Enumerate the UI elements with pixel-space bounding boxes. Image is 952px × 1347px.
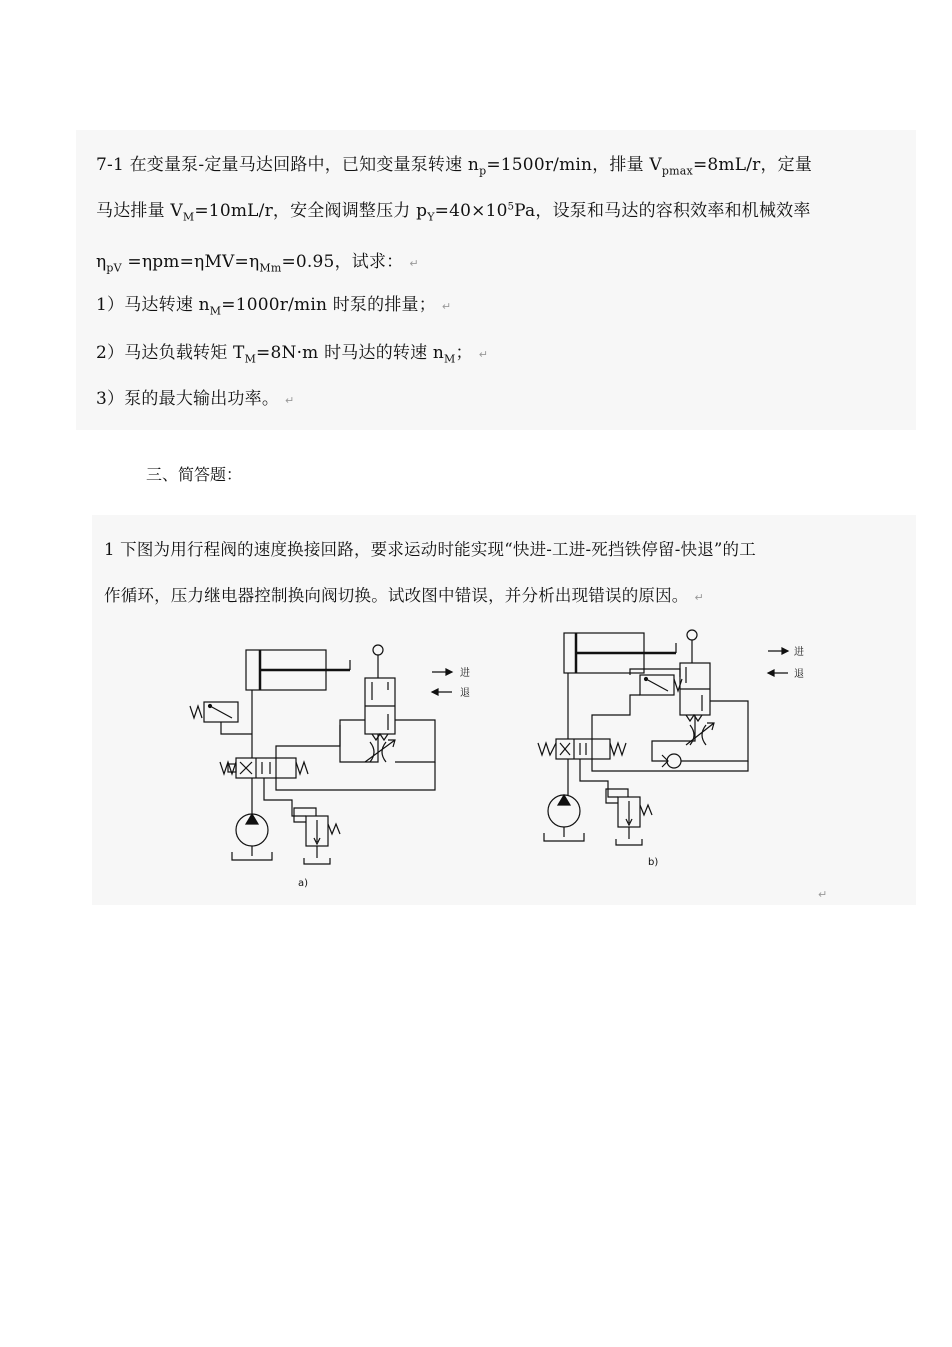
question-line-2: 作循环，压力继电器控制换向阀切换。试改图中错误，并分析出现错误的原因。 ↵ — [104, 586, 704, 605]
travel-valve — [680, 630, 710, 721]
pressure-relay — [640, 675, 682, 695]
problem-line-3: $\eta_{pV} =\eta pm=\eta MV=\eta_{Mm}=0.95$，试求： ↵ — [96, 252, 419, 275]
throttle-valve — [686, 723, 714, 745]
throttle-valve — [365, 740, 395, 762]
direction-arrows — [432, 669, 452, 695]
hydraulic-cylinder — [564, 633, 676, 673]
paragraph-mark: ↵ — [818, 888, 828, 901]
pump — [232, 814, 272, 860]
question-line-1: 1 下图为用行程阀的速度换接回路，要求运动时能实现“快进-工进-死挡铁停留-快退”的工 — [104, 540, 756, 559]
sub-question-1: 1）马达转速 $n_M=1000r/\min$ 时泵的排量； ↵ — [96, 295, 452, 318]
label-forward: 进 — [794, 647, 804, 658]
label-forward: 进 — [460, 668, 470, 679]
section-heading: 三、简答题： — [146, 465, 243, 484]
caption-a: a) — [298, 878, 309, 889]
pump — [544, 795, 584, 841]
sub-question-2: 2）马达负载转矩 $T_M=8N\cdot m$ 时马达的转速 $n_M$； ↵ — [96, 343, 489, 366]
caption-b: b) — [648, 857, 659, 868]
label-back: 退 — [460, 688, 470, 699]
sub-question-3: 3）泵的最大输出功率。 ↵ — [96, 389, 295, 409]
problem-line-1: 7-1 在变量泵-定量马达回路中，已知变量泵转速 $n_p=1500r/\min$，排量 $V_{pmax}=8mL/r$，定量 — [96, 155, 813, 178]
label-back: 退 — [794, 669, 804, 680]
pressure-relay — [190, 702, 238, 722]
direction-arrows — [768, 648, 788, 676]
travel-valve — [365, 645, 395, 740]
directional-valve — [220, 758, 308, 778]
pipe-lines — [221, 690, 435, 816]
hydraulic-cylinder — [246, 650, 350, 690]
hydraulic-diagram-a — [180, 630, 480, 900]
hydraulic-diagram-b — [530, 625, 820, 885]
problem-line-2: 马达排量 $V_M=10mL/r$，安全阀调整压力 $p_Y=40\times 10^5Pa$，设泵和马达的容积效率和机械效率 — [96, 201, 811, 224]
directional-valve — [538, 739, 626, 759]
pipe-lines — [568, 669, 748, 797]
